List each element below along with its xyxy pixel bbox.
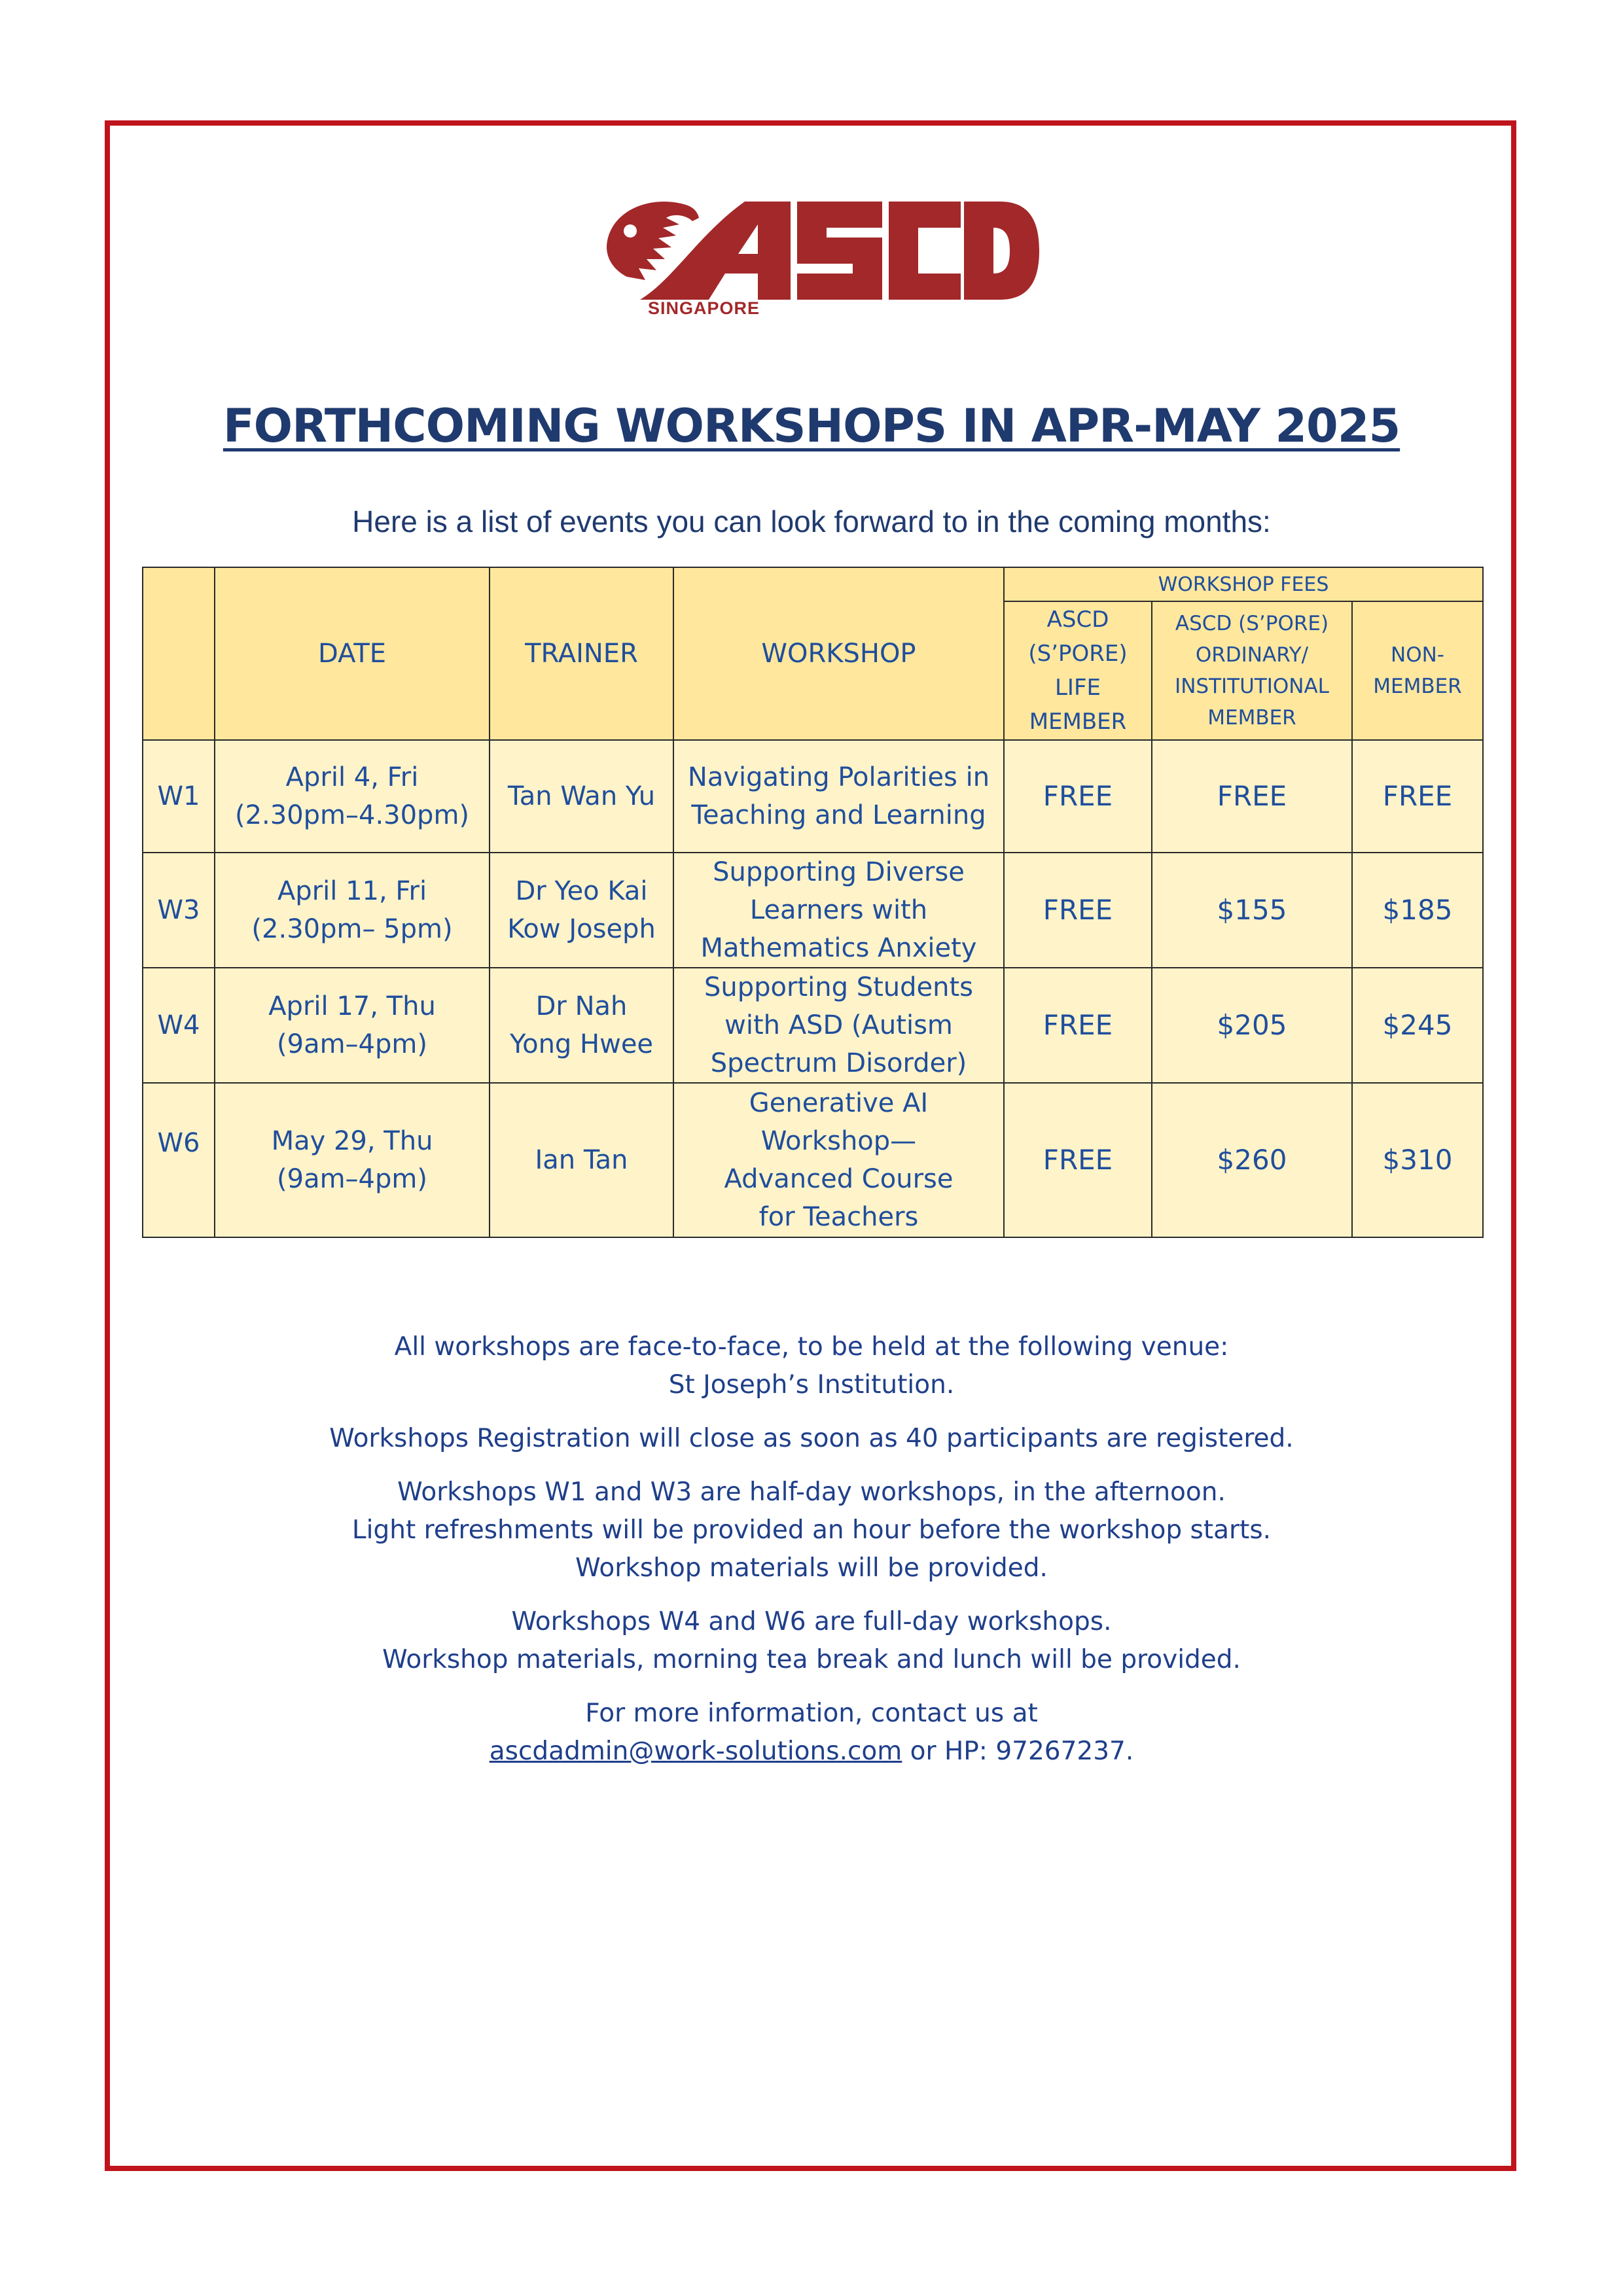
header-workshop: WORKSHOP bbox=[673, 567, 1004, 740]
logo-tagline: SINGAPORE bbox=[648, 298, 760, 318]
row-trainer: Ian Tan bbox=[490, 1083, 673, 1237]
table-row bbox=[143, 740, 1483, 853]
row-ordinary-fee: $260 bbox=[1152, 1083, 1352, 1237]
email-link[interactable]: ascdadmin@work-solutions.com bbox=[489, 1737, 902, 1766]
row-ordinary-fee: FREE bbox=[1152, 740, 1352, 853]
intro-text: Here is a list of events you can look forward to in the coming months: bbox=[352, 504, 1271, 539]
row-life-fee: FREE bbox=[1004, 968, 1152, 1083]
row-life-fee: FREE bbox=[1004, 740, 1152, 853]
venue-note: All workshops are face-to-face, to be held at the following venue: St Joseph’s Institution. bbox=[394, 1332, 1229, 1400]
row-ordinary-fee: $155 bbox=[1152, 853, 1352, 968]
header-date: DATE bbox=[215, 567, 490, 740]
half-day-note: Workshops W1 and W3 are half-day workshops, in the afternoon. Light refreshments will be provided an hour before the workshop starts. Workshop materials will be provided. bbox=[351, 1477, 1272, 1583]
row-non-fee: $310 bbox=[1352, 1083, 1483, 1237]
row-workshop: Navigating Polarities in Teaching and Learning bbox=[673, 740, 1004, 853]
row-code: W6 bbox=[143, 1083, 215, 1237]
page-title: FORTHCOMING WORKSHOPS IN APR-MAY 2025 bbox=[223, 399, 1400, 453]
header-workshop-fees: WORKSHOP FEES bbox=[1004, 567, 1483, 601]
header-trainer: TRAINER bbox=[490, 567, 673, 740]
table-row bbox=[143, 1083, 1483, 1237]
header-ordinary-member: ASCD (S’PORE) ORDINARY/ INSTITUTIONAL MEMBER bbox=[1152, 601, 1352, 740]
row-date: April 4, Fri (2.30pm–4.30pm) bbox=[215, 740, 490, 853]
row-code: W1 bbox=[143, 740, 215, 853]
header-life-member: ASCD (S’PORE) LIFE MEMBER bbox=[1004, 601, 1152, 740]
row-code: W4 bbox=[143, 968, 215, 1083]
row-workshop: Supporting Diverse Learners with Mathematics Anxiety bbox=[673, 853, 1004, 968]
row-trainer: Tan Wan Yu bbox=[490, 740, 673, 853]
row-non-fee: $185 bbox=[1352, 853, 1483, 968]
row-trainer: Dr Yeo Kai Kow Joseph bbox=[490, 853, 673, 968]
row-workshop: Generative AI Workshop— Advanced Course for Teachers bbox=[673, 1083, 1004, 1237]
row-date: May 29, Thu (9am–4pm) bbox=[215, 1083, 490, 1237]
row-trainer: Dr Nah Yong Hwee bbox=[490, 968, 673, 1083]
row-life-fee: FREE bbox=[1004, 1083, 1152, 1237]
table-row bbox=[143, 853, 1483, 968]
phone-text: or HP: 97267237. bbox=[902, 1737, 1134, 1766]
row-date: April 17, Thu (9am–4pm) bbox=[215, 968, 490, 1083]
workshops-table bbox=[142, 567, 1484, 1238]
row-date: April 11, Fri (2.30pm– 5pm) bbox=[215, 853, 490, 968]
row-ordinary-fee: $205 bbox=[1152, 968, 1352, 1083]
row-life-fee: FREE bbox=[1004, 853, 1152, 968]
row-non-fee: FREE bbox=[1352, 740, 1483, 853]
row-workshop: Supporting Students with ASD (Autism Spectrum Disorder) bbox=[673, 968, 1004, 1083]
workshop-notes bbox=[0, 1328, 1623, 1786]
header-code bbox=[143, 567, 215, 740]
row-code: W3 bbox=[143, 853, 215, 968]
row-non-fee: $245 bbox=[1352, 968, 1483, 1083]
header-non-member: NON- MEMBER bbox=[1352, 601, 1483, 740]
contact-note: For more information, contact us at ascdadmin@work-solutions.com or HP: 97267237. bbox=[489, 1699, 1134, 1766]
registration-note: Workshops Registration will close as soon as 40 participants are registered. bbox=[329, 1424, 1294, 1453]
full-day-note: Workshops W4 and W6 are full-day workshops. Workshop materials, morning tea break and lunch will be provided. bbox=[382, 1607, 1241, 1674]
table-row bbox=[143, 968, 1483, 1083]
